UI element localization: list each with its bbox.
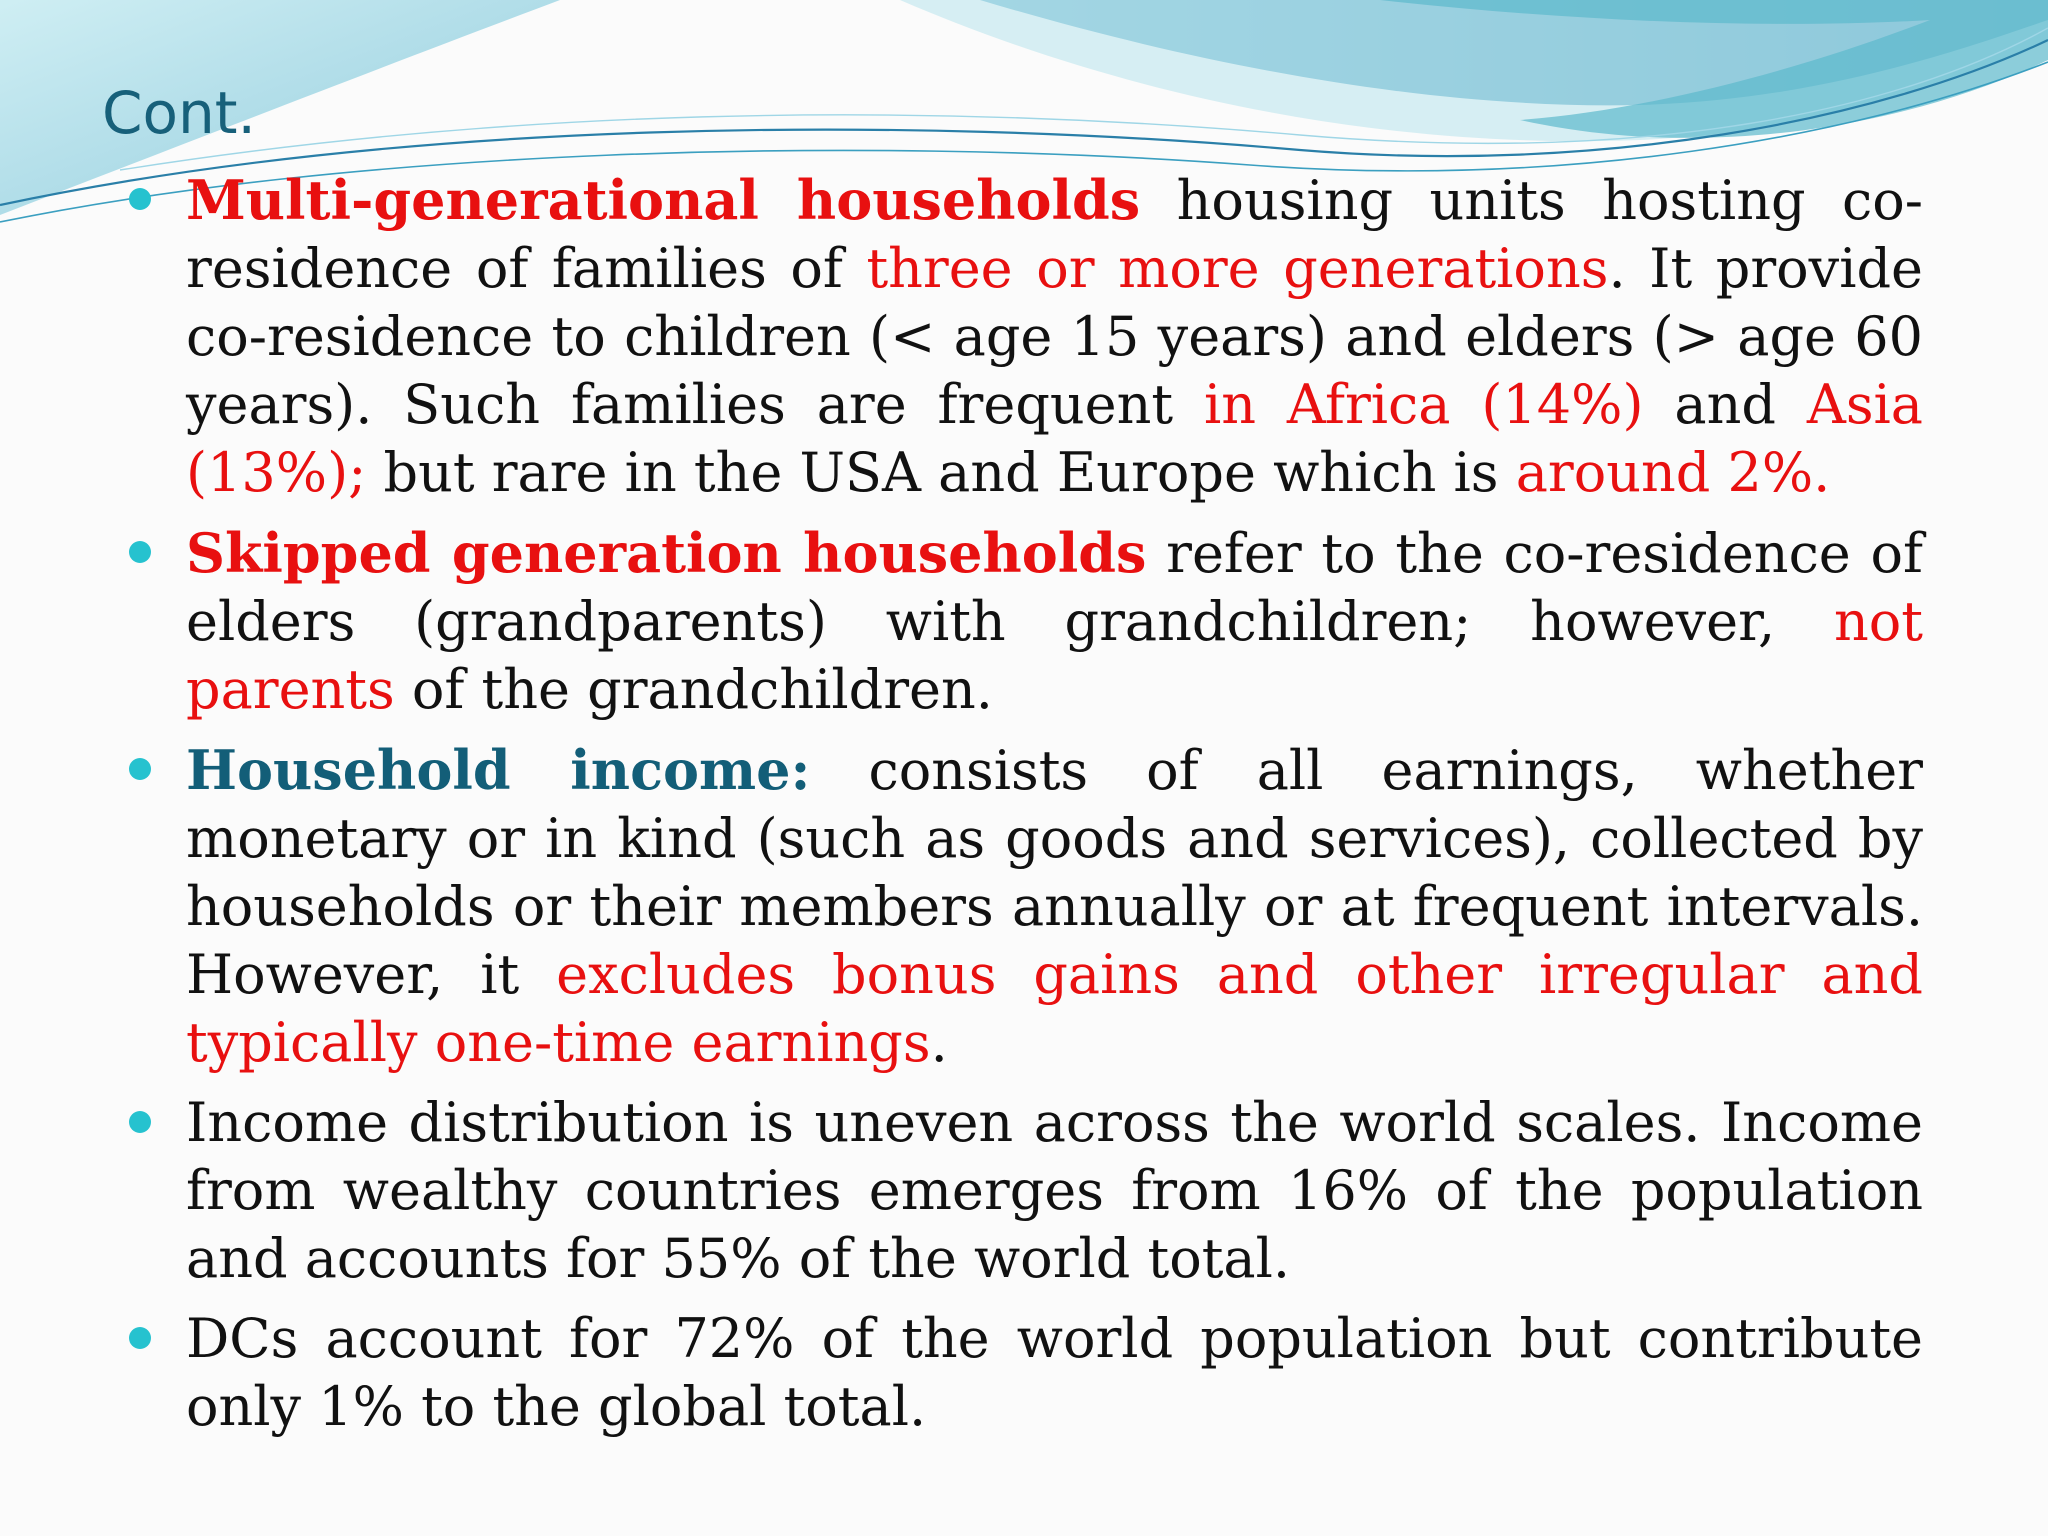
bullet-text: Income distribution is uneven across the world scales. Income from wealthy countries emerges from 16% of the population and accounts for 55% of the world total. [186, 1091, 1923, 1290]
bullet-dot-icon [129, 1327, 151, 1349]
bullet-dot-icon [129, 188, 151, 210]
bullet-dot-icon [129, 541, 151, 563]
term-multi-generational-households: Multi-generational households [186, 168, 1141, 232]
bullet-income-distribution [186, 1089, 1923, 1293]
highlight-text: Asia (13%); [186, 373, 1924, 504]
bullet-multi-generational-households [186, 166, 1923, 507]
bullet-text: housing units hosting co-residence of families of [186, 169, 1923, 300]
bullet-text: and [1643, 373, 1807, 436]
bullet-text: DCs account for 72% of the world population but contribute only 1% to the global total. [186, 1307, 1923, 1438]
bullet-text: but rare in the USA and Europe which is [366, 441, 1516, 504]
term-skipped-generation-households: Skipped generation households [186, 521, 1147, 585]
bullet-text: . It provide co-residence to children (< age 15 years) and elders (> age 60 years). Such families are frequent [186, 237, 1923, 436]
highlight-text: excludes bonus gains and other irregular and typically one-time earnings [186, 943, 1923, 1074]
highlight-text: around 2%. [1515, 441, 1831, 504]
bullet-skipped-generation-households [186, 519, 1923, 724]
highlight-text: in Africa (14%) [1203, 373, 1644, 436]
bullet-text: consists of all earnings, whether monetary or in kind (such as goods and services), collected by households or their members annually or at frequent intervals. However, it [186, 739, 1923, 1006]
bullet-text: . [930, 1011, 948, 1074]
highlight-text: not parents [186, 590, 1923, 721]
highlight-text: three or more generations [866, 237, 1609, 300]
bullet-dcs-account [186, 1305, 1923, 1441]
term-household-income: Household income: [186, 738, 811, 802]
bullet-dot-icon [129, 1111, 151, 1133]
bullet-household-income [186, 736, 1923, 1077]
bullet-list [186, 166, 1923, 1453]
bullet-dot-icon [129, 758, 151, 780]
bullet-text: of the grandchildren. [394, 658, 993, 721]
slide-title: Cont. [102, 79, 256, 147]
bullet-text: refer to the co-residence of elders (grandparents) with grandchildren; however, [186, 522, 1923, 653]
